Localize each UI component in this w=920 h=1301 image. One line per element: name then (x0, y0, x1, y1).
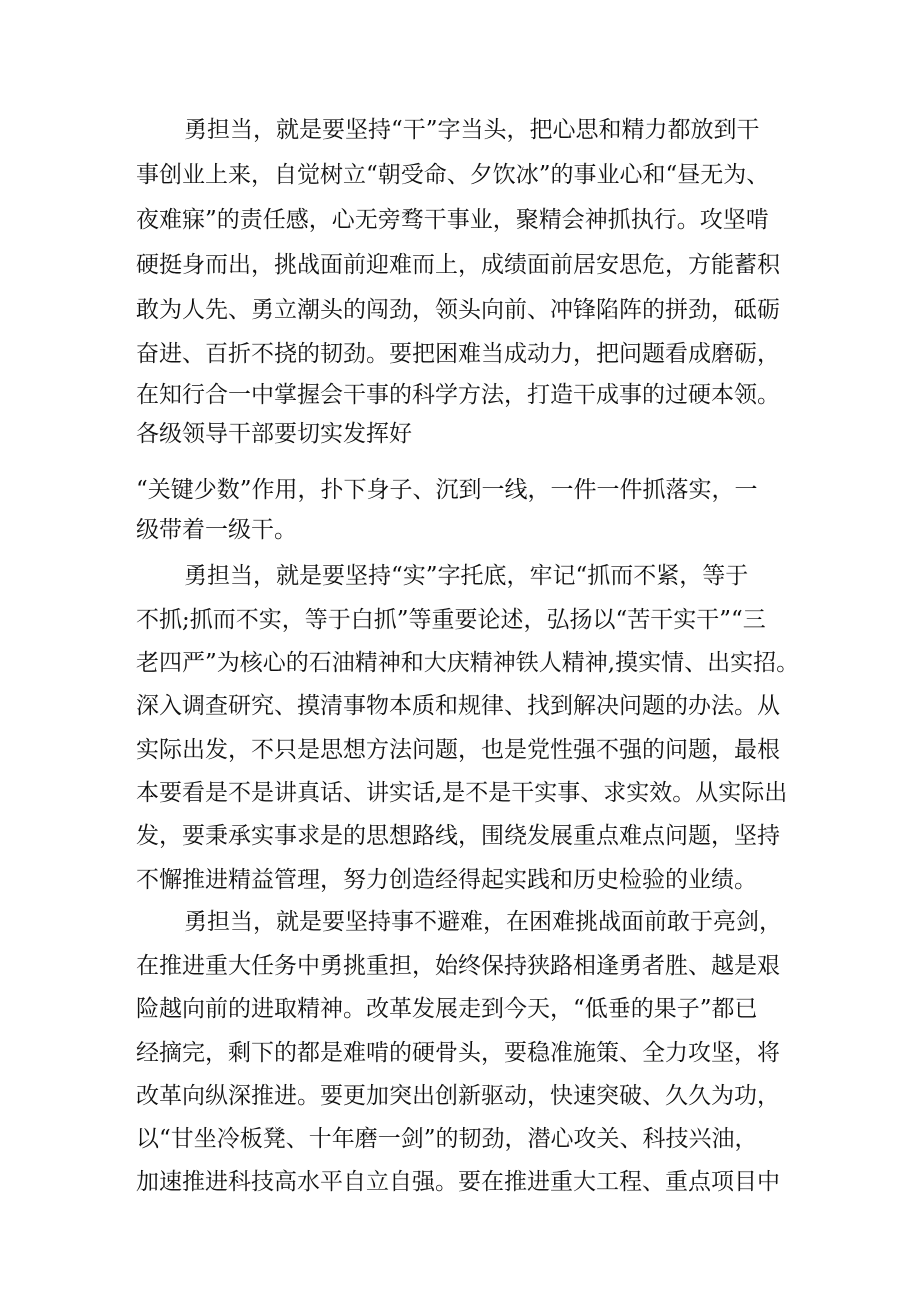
text-line: 改革向纵深推进。要更加突出创新驱动，快速突破、久久为功， (136, 1083, 780, 1109)
text-line: 险越向前的进取精神。改革发展走到今天，“低垂的果子”都已 (136, 996, 758, 1022)
text-line: 实际出发，不只是思想方法问题，也是党性强不强的问题，最根 (136, 737, 780, 763)
text-line: 各级领导干部要切实发挥好 (136, 421, 412, 447)
text-line: 发，要秉承实事求是的思想路线，围绕发展重点难点问题，坚持 (136, 823, 780, 849)
text-line: 老四严”为核心的石油精神和大庆精神铁人精神,摸实情、出实招。 (136, 650, 800, 676)
text-line: 勇担当，就是要坚持“干”字当头，把心思和精力都放到干 (184, 117, 760, 143)
text-line: 在推进重大任务中勇挑重担，始终保持狭路相逢勇者胜、越是艰 (136, 953, 780, 979)
text-line: 不抓;抓而不实，等于白抓”等重要论述，弘扬以“苦干实干”“三 (136, 607, 766, 633)
text-line: 本要看是不是讲真话、讲实话,是不是干实事、求实效。从实际出 (136, 780, 788, 806)
text-line: 硬挺身而出，挑战面前迎难而上，成绩面前居安思危，方能蓄积 (136, 252, 780, 278)
text-line: 不懈推进精益管理，努力创造经得起实践和历史检验的业绩。 (136, 867, 757, 893)
text-line: 奋进、百折不挠的韧劲。要把困难当成动力，把问题看成磨砺， (136, 341, 780, 367)
text-line: “关键少数”作用，扑下身子、沉到一线，一件一件抓落实，一 (136, 477, 758, 503)
text-line: 深入调查研究、摸清事物本质和规律、找到解决问题的办法。从 (136, 693, 780, 719)
text-line: 加速推进科技高水平自立自强。要在推进重大工程、重点项目中 (136, 1169, 780, 1195)
text-line: 夜难寐”的责任感，心无旁骛干事业，聚精会神抓执行。攻坚啃 (136, 207, 769, 233)
text-line: 敢为人先、勇立潮头的闯劲，领头向前、冲锋陷阵的拼劲，砥砺 (136, 297, 780, 323)
text-line: 经摘完，剩下的都是难啃的硬骨头，要稳准施策、全力攻坚，将 (136, 1040, 780, 1066)
text-line: 事创业上来，自觉树立“朝受命、夕饮冰”的事业心和“昼无为、 (136, 162, 770, 188)
text-line: 在知行合一中掌握会干事的科学方法，打造干成事的过硬本领。 (136, 382, 780, 408)
text-line: 勇担当，就是要坚持事不避难，在困难挑战面前敢于亮剑， (184, 909, 782, 935)
text-line: 级带着一级干。 (136, 517, 297, 543)
text-line: 勇担当，就是要坚持“实”字托底，牢记“抓而不紧，等于 (184, 563, 749, 589)
text-line: 以“甘坐冷板凳、十年磨一剑”的韧劲，潜心攻关、科技兴油， (136, 1126, 758, 1152)
